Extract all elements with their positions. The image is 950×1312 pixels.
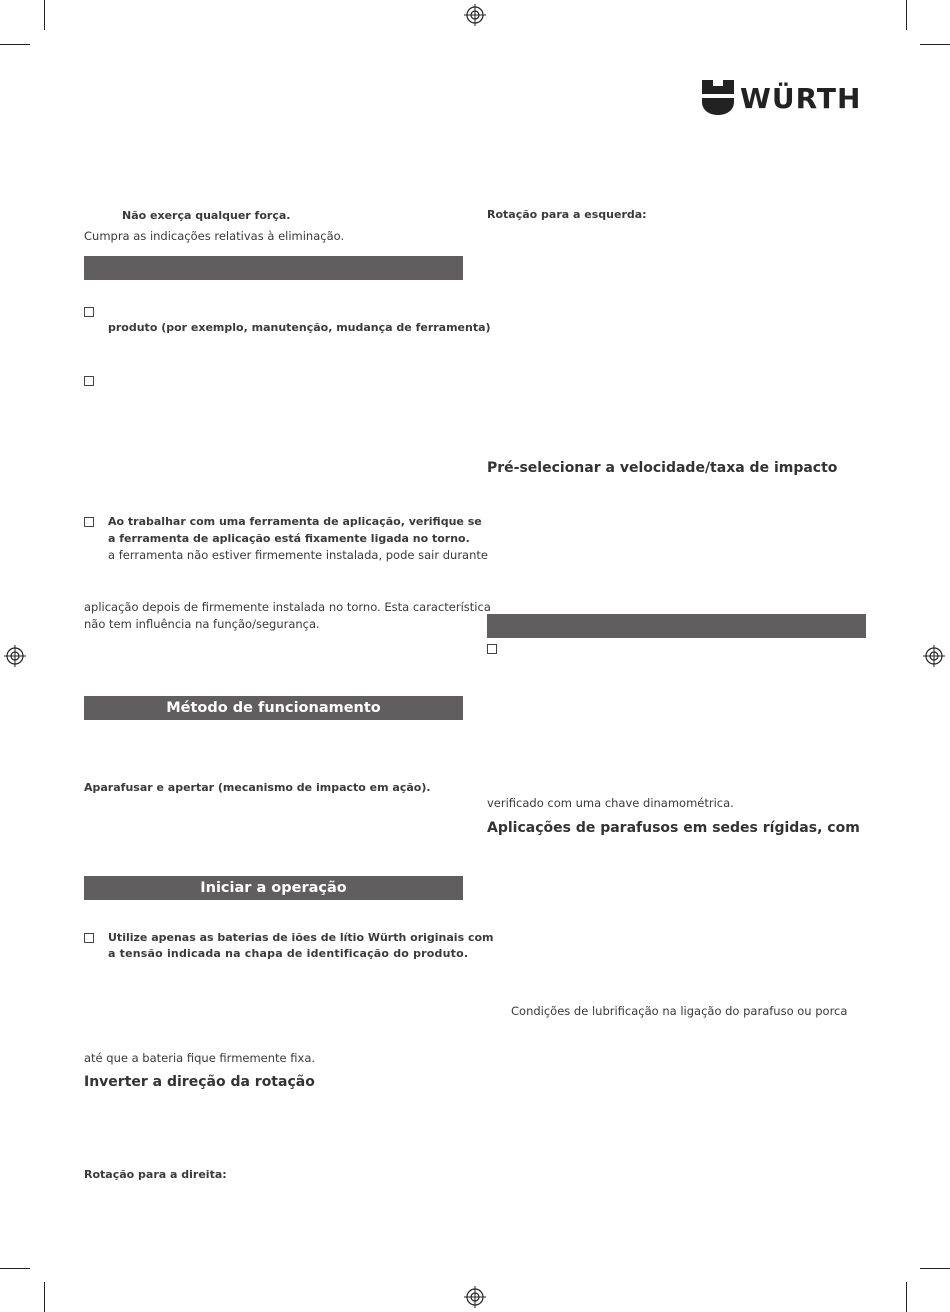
crop-mark	[0, 1268, 30, 1269]
checkbox-bullet-icon	[487, 644, 497, 654]
crop-mark	[44, 1282, 45, 1312]
section-bar	[487, 614, 866, 638]
crop-mark	[920, 1268, 950, 1269]
disposal-text: Cumpra as indicações relativas à eliminação.	[84, 229, 345, 243]
brand-name: WÜRTH	[740, 82, 862, 115]
battery-fixed-text: até que a bateria fique firmemente fixa.	[84, 1051, 316, 1065]
crop-mark	[906, 1282, 907, 1312]
heading-preselect-speed: Pré-selecionar a velocidade/taxa de impacto	[487, 460, 838, 476]
section-bar	[84, 256, 463, 280]
section-start-operation: Iniciar a operação	[84, 876, 463, 900]
wurth-logo	[700, 78, 870, 118]
checkbox-bullet-icon	[84, 307, 94, 317]
heading-screw-applications: Aplicações de parafusos em sedes rígidas, com	[487, 820, 860, 836]
tool-loose-text: a ferramenta não estiver firmemente instalada, pode sair durante	[108, 548, 488, 562]
registration-mark-icon	[464, 1286, 486, 1308]
application-text: aplicação depois de firmemente instalada no torno. Esta característica	[84, 600, 491, 614]
function-safety-text: não tem influência na função/segurança.	[84, 617, 320, 631]
tool-check-text: Ao trabalhar com uma ferramenta de aplicação, verifique se	[108, 515, 482, 528]
rotation-left-label: Rotação para a esquerda:	[487, 208, 647, 221]
checkbox-bullet-icon	[84, 376, 94, 386]
torque-wrench-text: verificado com uma chave dinamométrica.	[487, 796, 734, 810]
crop-mark	[906, 0, 907, 30]
checkbox-bullet-icon	[84, 933, 94, 943]
registration-mark-icon	[923, 645, 945, 667]
crop-mark	[0, 44, 30, 45]
no-force-text: Não exerça qualquer força.	[122, 209, 291, 222]
method-text: Aparafusar e apertar (mecanismo de impacto em ação).	[84, 781, 431, 794]
section-method-of-operation: Método de funcionamento	[84, 696, 463, 720]
wurth-logo-icon	[700, 78, 736, 116]
checkbox-bullet-icon	[84, 517, 94, 527]
product-maintenance-text: produto (por exemplo, manutenção, mudança de ferramenta)	[108, 321, 491, 334]
registration-mark-icon	[4, 645, 26, 667]
rotation-right-label: Rotação para a direita:	[84, 1168, 227, 1181]
crop-mark	[44, 0, 45, 30]
battery-warning-text: Utilize apenas as baterias de iões de lítio Würth originais com	[108, 931, 494, 944]
lubrication-text: Condições de lubrificação na ligação do parafuso ou porca	[511, 1004, 848, 1018]
battery-voltage-text: a tensão indicada na chapa de identificação do produto.	[108, 947, 469, 960]
tool-fixed-text: a ferramenta de aplicação está fixamente ligada no torno.	[108, 532, 470, 545]
heading-reverse-rotation: Inverter a direção da rotação	[84, 1074, 315, 1090]
registration-mark-icon	[464, 4, 486, 26]
crop-mark	[920, 44, 950, 45]
